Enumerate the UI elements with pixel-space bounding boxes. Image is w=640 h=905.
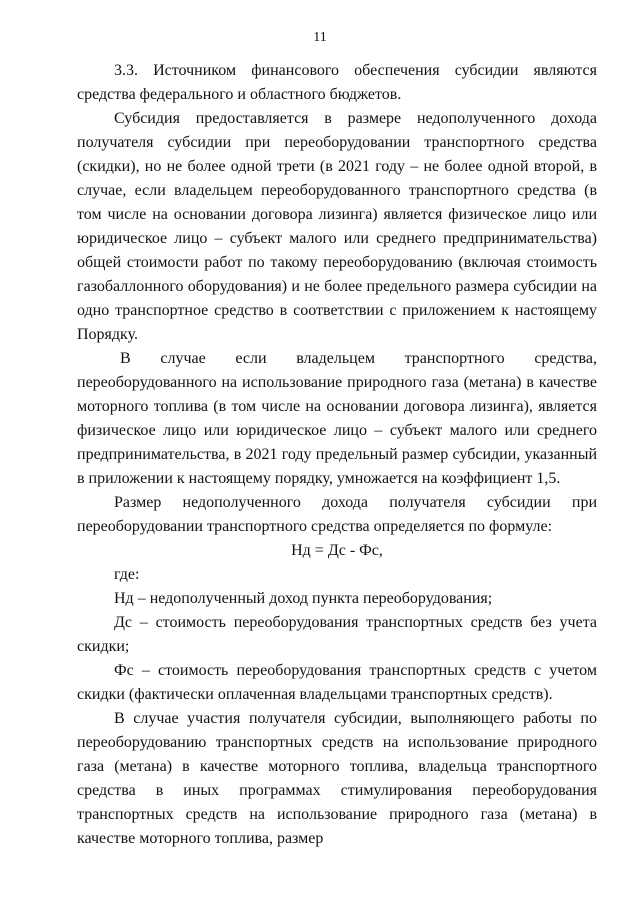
definition-fs: Фс – стоимость переоборудования транспортных средств с учетом скидки (фактически оплаченная владельцами транспортных средств). xyxy=(77,662,597,703)
where-label: где: xyxy=(114,566,140,583)
definition-nd: Нд – недополученный доход пункта переоборудования; xyxy=(114,590,493,607)
formula: Нд = Дс - Фс, xyxy=(291,542,383,559)
paragraph-formula-intro: Размер недополученного дохода получателя субсидии при переоборудовании транспортного средства определяется по формуле: xyxy=(77,494,597,535)
paragraph-other-programs: В случае участия получателя субсидии, выполняющего работы по переоборудованию транспортных средств на использование природного газа (метана) в качестве моторного топлива, владельца транспортного средства в иных программах стимулирования переоборудования транспортных средств на использование природного газа (метана) в качестве моторного топлива, размер xyxy=(77,710,597,847)
paragraph-subsidy-amount: Субсидия предоставляется в размере недополученного дохода получателя субсидии при переоборудовании транспортного средства (скидки), но не более одной трети (в 2021 году – не более одной второй, в случае, если владельцем переоборудованного транспортного средства (в том числе на основании договора лизинга) является физическое лицо или юридическое лицо – субъект малого или среднего предпринимательства) общей стоимости работ по такому переоборудованию (включая стоимость газобаллонного оборудования) и не более предельного размера субсидии на одно транспортное средство в соответствии с приложением к настоящему Порядку. xyxy=(77,110,597,343)
paragraph-coefficient: В случае если владельцем транспортного средства, переоборудованного на использование природного газа (метана) в качестве моторного топлива (в том числе на основании договора лизинга), является физическое лицо или юридическое лицо – субъект малого или среднего предпринимательства, в 2021 году предельный размер субсидии, указанный в приложении к настоящему порядку, умножается на коэффициент 1,5. xyxy=(77,350,597,487)
definition-ds: Дс – стоимость переоборудования транспортных средств без учета скидки; xyxy=(77,614,597,655)
page-number: 11 xyxy=(313,30,327,45)
paragraph-funding-source: 3.3. Источником финансового обеспечения субсидии являются средства федерального и областного бюджетов. xyxy=(77,62,597,103)
document-body xyxy=(77,59,597,851)
